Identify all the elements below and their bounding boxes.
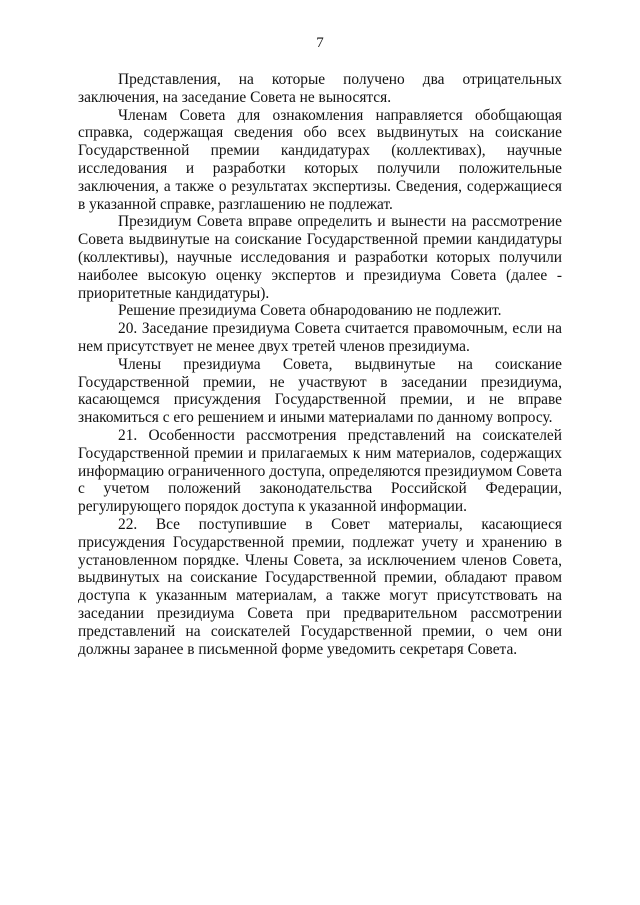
- paragraph-priority-candidates: Президиум Совета вправе определить и вынести на рассмотрение Совета выдвинутые на соискание Государственной премии кандидатуры (коллективы), научные исследования и разработки которых получили наиболее высокую оценку экспертов и президиума Совета (далее - приоритетные кандидатуры).: [78, 213, 562, 302]
- paragraph-item-20: 20. Заседание президиума Совета считается правомочным, если на нем присутствует не менее двух третей членов президиума.: [78, 320, 562, 355]
- paragraph-negative-conclusions: Представления, на которые получено два отрицательных заключения, на заседание Совета не выносятся.: [78, 71, 562, 106]
- paragraph-item-21: 21. Особенности рассмотрения представлений на соискателей Государственной премии и прилагаемых к ним материалов, содержащих информацию ограниченного доступа, определяются президиумом Совета с учетом положений законодательства Российской Федерации, регулирующего порядок доступа к указанной информации.: [78, 426, 562, 516]
- paragraph-members-nominated: Члены президиума Совета, выдвинутые на соискание Государственной премии, не участвуют в заседании президиума, касающемся присуждения Государственной премии, и не вправе знакомиться с его решением и иными материалами по данному вопросу.: [78, 355, 562, 427]
- document-body: [78, 71, 562, 658]
- paragraph-summary-reference: Членам Совета для ознакомления направляется обобщающая справка, содержащая сведения обо всех выдвинутых на соискание Государственной премии кандидатурах (коллективах), научные исследования и разработки которых получили положительные заключения, а также о результатах экспертизы. Сведения, содержащиеся в указанной справке, разглашению не подлежат.: [78, 106, 562, 213]
- paragraph-item-22: 22. Все поступившие в Совет материалы, касающиеся присуждения Государственной премии, подлежат учету и хранению в установленном порядке. Члены Совета, за исключением членов Совета, выдвинутых на соискание Государственной премии, обладают правом доступа к указанным материалам, а также могут присутствовать на заседании президиума Совета при предварительном рассмотрении представлений на соискателей Государственной премии, о чем они должны заранее в письменной форме уведомить секретаря Совета.: [78, 515, 562, 658]
- page-number: 7: [316, 35, 324, 51]
- paragraph-decision-confidential: Решение президиума Совета обнародованию не подлежит.: [118, 302, 502, 320]
